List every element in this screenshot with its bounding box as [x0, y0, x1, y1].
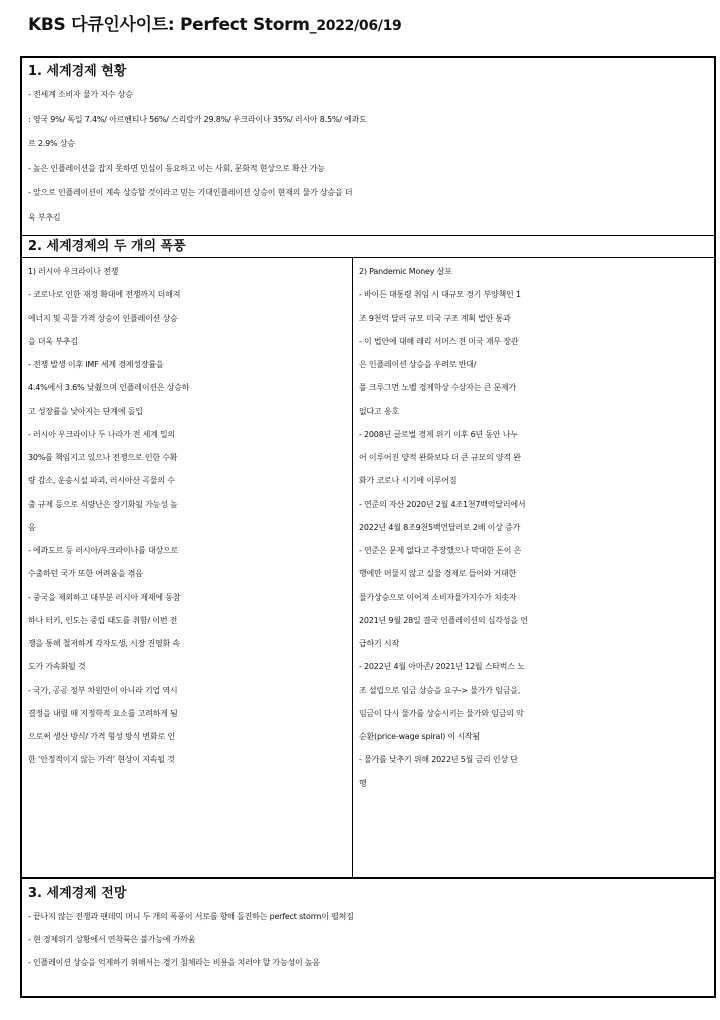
text-line: 없다고 옹호 [359, 406, 399, 416]
text-line: - 코로나로 인한 재정 확대에 전쟁까지 더해져 [28, 290, 181, 300]
text-line: 폴 크루그먼 노벨 경제학상 수상자는 큰 문제가 [359, 383, 517, 393]
text-line: 욱 부추김 [28, 212, 61, 222]
text-line: 2021년 9월 28일 결국 인플레이션의 심각성을 언 [359, 615, 528, 625]
text-line: - 앞으로 인플레이션이 계속 상승할 것이라고 믿는 기대인플레이션 상승이 현재의 물가 상승을 더 [28, 188, 353, 197]
text-line: 결정을 내릴 때 지정학적 요소를 고려하게 됨 [28, 708, 178, 718]
text-line: 음 [28, 522, 36, 532]
text-line: 을 더욱 부추김 [28, 336, 78, 346]
text-line: 고 성장률을 낮아지는 단계에 돌입 [28, 406, 143, 416]
text-line: 하나 터키, 인도는 중립 태도를 취함/ 이번 전 [28, 615, 178, 625]
text-line: 은 인플레이션 상승을 우려로 반대/ [359, 360, 477, 369]
text-line: 량 감소, 운송시설 파괴, 러시아산 곡물의 수 [28, 476, 175, 486]
title-main: KBS 다큐인사이트: Perfect Storm [28, 15, 310, 35]
column-russia-ukraine-war [22, 258, 353, 877]
text-line: - 에콰도르 등 러시아/우크라이나를 대상으로 [28, 546, 179, 555]
text-line: - 현 경제위기 상황에서 연착륙은 불가능에 가까움 [28, 935, 196, 944]
title-date: _2022/06/19 [309, 18, 402, 34]
text-line: 도가 가속화될 것 [28, 662, 86, 672]
text-line: 어 이루어진 양적 완화보다 더 큰 규모의 양적 완 [359, 453, 521, 462]
text-line: 물가상승으로 이어져 소비자물가지수가 치솟자 [359, 592, 517, 602]
section2-title: 2. 세계경제의 두 개의 폭풍 [28, 239, 186, 254]
text-line: 4.4%에서 3.6% 낮췄으며 인플레이션은 상승하 [28, 383, 190, 393]
text-line: - 국가, 공공 정부 차원만이 아니라 기업 역시 [28, 685, 178, 695]
text-line: - 끝나지 않는 전쟁과 팬데믹 머니 두 개의 폭풍이 서로를 향해 돌진하는 perfect storm이 펼쳐짐 [28, 912, 354, 921]
text-line: - 전세계 소비자 물가 지수 상승 [28, 90, 133, 99]
text-line: 2022년 4월 8조9천5백언달러로 2배 이상 증가 [359, 522, 521, 532]
text-line: - 인플레이션 상승을 억제하기 위해서는 경기 침체라는 비용을 치러야 할 가능성이 높음 [28, 958, 320, 967]
text-line: - 연준의 자산 2020년 2월 4조1천7백억달러에서 [359, 499, 526, 509]
section-two-storms-body [22, 257, 714, 877]
text-line: 한 ‘안정적이지 않는 가격’ 현상이 지속될 것 [28, 755, 175, 765]
text-line: - 2008년 글로벌 경제 위기 이후 6년 동안 나누 [359, 429, 518, 439]
text-line: : 영국 9%/ 독일 7.4%/ 아르헨티나 56%/ 스리랑카 29.8%/ 우크라이나 35%/ 러시아 8.5%/ 에콰도 [28, 114, 367, 124]
document-title [28, 10, 401, 35]
text-line: 출 규제 등으로 식량난은 장기화될 가능성 높 [28, 499, 178, 509]
text-line: 조 9천억 달러 규모 미국 구조 계획 법안 통과 [359, 313, 511, 323]
section3-lines [22, 905, 714, 974]
text-line: 수출하던 국가 또한 어려움을 겪음 [28, 569, 143, 579]
text-line: 순환(price-wage spiral) 이 시작됨 [359, 732, 480, 741]
text-line: 쟁을 통해 철저하게 각자도생, 시장 진영화 속 [28, 639, 180, 648]
text-line: - 중국을 제외하고 대부분 러시아 제재에 동참 [28, 592, 181, 602]
right-column-heading: 2) Pandemic Money 살포 [359, 267, 452, 276]
content-table [20, 56, 716, 998]
text-line: 화가 코로나 시기에 이루어짐 [359, 476, 457, 486]
text-line: - 높은 인플레이션을 잡지 못하면 민심이 동요하고 이는 사회, 문화적 현상으로 확산 가능 [28, 163, 325, 173]
text-line: 으로써 생산 방식/ 가격 형성 방식 변화로 인 [28, 732, 175, 741]
text-line: - 물가를 낮추기 위해 2022년 5월 금리 인상 단 [359, 755, 518, 765]
text-line: 르 2.9% 상승 [28, 139, 75, 148]
text-line: 임금이 다시 물가를 상승시키는 물가와 임금의 악 [359, 708, 524, 718]
text-line: - 연준은 문제 없다고 주장했으나 막대한 돈이 은 [359, 546, 522, 555]
text-line: - 러시아 우크라이나 두 나라가 전 세계 밀의 [28, 429, 176, 439]
left-column-heading: 1) 러시아 우크라이나 전쟁 [28, 267, 119, 276]
text-line: - 이 법안에 대해 래리 서머스 전 미국 재무 장관 [359, 336, 519, 346]
section-two-storms-header [22, 235, 714, 257]
section-current-status [22, 58, 714, 235]
text-line: 행 [359, 778, 367, 788]
text-line: - 바이든 대통령 취임 시 대규모 경기 부양책인 1 [359, 290, 521, 300]
text-line: 급하기 시작 [359, 639, 399, 648]
left-column-lines [28, 283, 352, 771]
section1-title: 1. 세계경제 현황 [28, 64, 127, 79]
section3-title: 3. 세계경제 전망 [28, 886, 127, 901]
text-line: 행에만 머물지 않고 실물 경제로 들어와 거대한 [359, 569, 517, 579]
text-line: 30%를 책임지고 있으나 전쟁으로 인한 수확 [28, 453, 178, 462]
section1-lines [22, 83, 714, 230]
section-outlook [22, 877, 714, 998]
text-line: 조 설립으로 임금 상승을 요구-> 물가가 임금을, [359, 685, 521, 695]
text-line: - 2022년 4월 아마존/ 2021년 12월 스타벅스 노 [359, 662, 525, 672]
text-line: - 전쟁 발생 이후 IMF 세계 경제성장률을 [28, 360, 164, 369]
column-pandemic-money [353, 258, 714, 877]
text-line: 에너지 및 곡물 가격 상승이 인플레이션 상승 [28, 313, 178, 323]
right-column-lines [359, 283, 714, 795]
